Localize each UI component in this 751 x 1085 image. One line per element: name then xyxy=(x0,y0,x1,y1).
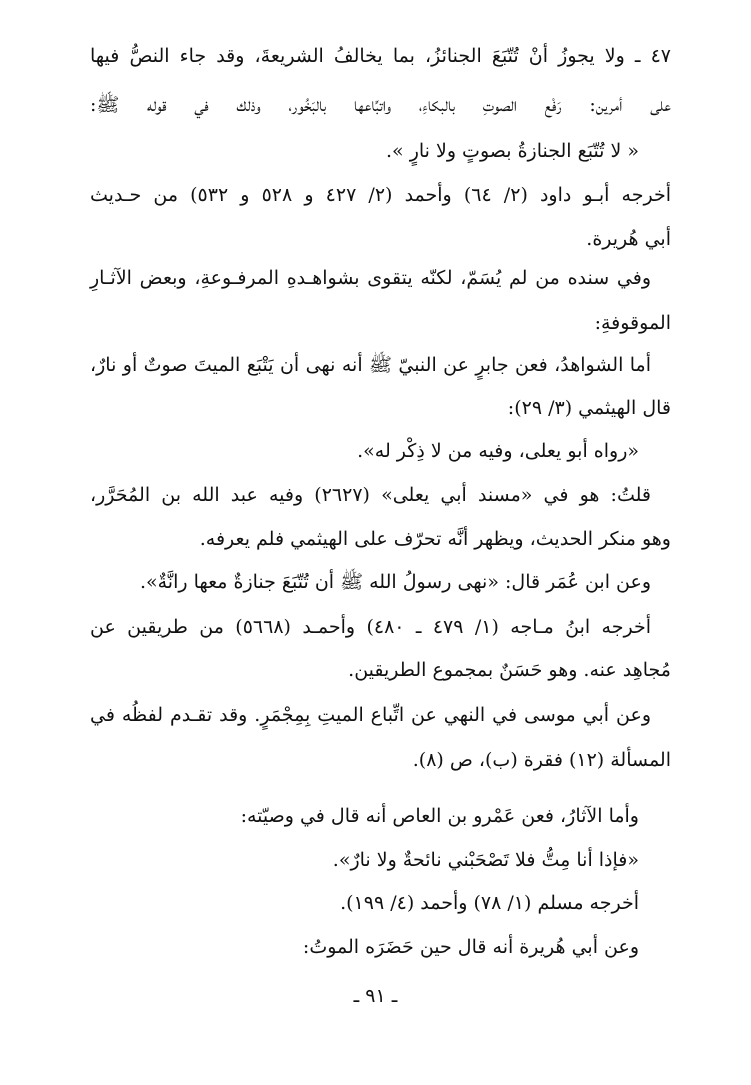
text-line: أما الشواهدُ، فعن جابرٍ عن النبيّ ﷺ أنه نهى أن يَتْبَع الميتَ صوتٌ أو نارٌ، xyxy=(90,354,651,376)
text-line: المسألة (١٢) فقرة (ب)، ص (٨). xyxy=(412,749,671,771)
text-line: أبي هُريرة. xyxy=(586,228,671,250)
text-line: أخرجه ابنُ مـاجه (١/ ٤٧٩ ـ ٤٨٠) وأحمـد (٥٦٦٨) من طريقين عن xyxy=(90,616,651,638)
text-line: قلتُ: هو في «مسند أبي يعلى» (٢٦٢٧) وفيه عبد الله بن المُحَرَّر، xyxy=(90,484,651,506)
quote-line: « لا تُتّبَع الجنازةُ بصوتٍ ولا نارٍ ». xyxy=(386,140,639,162)
text-line: على أمرين: رَفْع الصوتِ بالبكاءِ، واتبِّاعها بالبَخُور، وذلك في قوله ﷺ: xyxy=(90,94,671,116)
text-line: أخرجه مسلم (١/ ٧٨) وأحمد (٤/ ١٩٩). xyxy=(340,892,639,914)
text-line: أخرجه أبـو داود (٢/ ٦٤) وأحمد (٢/ ٤٢٧ و ٥٢٨ و ٥٣٢) من حـديث xyxy=(90,184,671,206)
text-line: ٤٧ ـ ولا يجوزُ أنْ تُتّبَعَ الجنائزُ، بما يخالفُ الشريعةَ، وقد جاء النصُّ فيها xyxy=(90,45,671,67)
text-line: مُجاهِد عنه. وهو حَسَنٌ بمجموع الطريقين. xyxy=(348,659,671,681)
text-line: وعن أبي موسى في النهي عن اتِّباع الميتِ بِمِجْمَرٍ. وقد تقـدم لفظُه في xyxy=(90,704,651,726)
text-line: الموقوفةِ: xyxy=(594,312,671,334)
text-line: وفي سنده من لم يُسَمّ، لكنّه يتقوى بشواهـدهِ المرفـوعةِ، وبعض الآثـارِ xyxy=(90,267,651,289)
text-line: وأما الآثارُ، فعن عَمْرو بن العاص أنه قال في وصيّته: xyxy=(240,805,639,827)
quote-line: «فإذا أنا مِتُّ فلا تَصْحَبْني نائحةٌ ولا نارٌ». xyxy=(332,849,639,871)
text-line: وهو منكر الحديث، ويظهر أنَّه تحرّف على الهيثمي فلم يعرفه. xyxy=(199,528,671,550)
text-line: وعن أبي هُريرة أنه قال حين حَضَرَه الموتُ: xyxy=(302,936,639,958)
quote-line: «رواه أبو يعلى، وفيه من لا ذِكْر له». xyxy=(357,440,639,462)
page-number: ـ ٩١ ـ xyxy=(353,985,398,1007)
text-line: وعن ابن عُمَر قال: «نهى رسولُ الله ﷺ أن تُتّبَعَ جنازةٌ معها رانَّةٌ». xyxy=(139,571,651,593)
text-line: قال الهيثمي (٣/ ٢٩): xyxy=(507,397,671,419)
